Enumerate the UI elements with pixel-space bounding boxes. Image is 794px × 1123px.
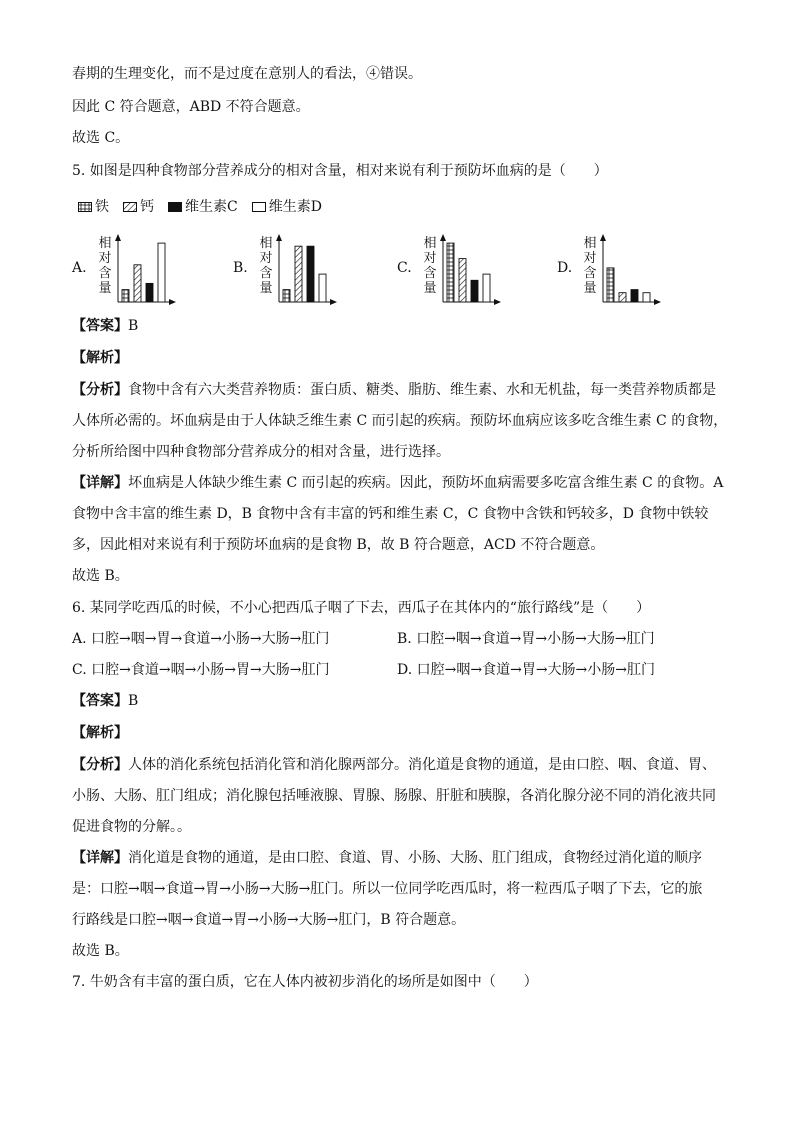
legend-label: 维生素C xyxy=(185,199,238,215)
chart-ylabel-char: 含 xyxy=(98,266,112,281)
chart-ylabel-char: 量 xyxy=(583,281,597,296)
legend-item-vitc xyxy=(168,197,238,217)
detail-text: 多，因此相对来说有利于预防坏血病的是食物 B，故 B 符合题意，ACD 不符合题意。 xyxy=(72,537,605,553)
chart-ylabel-char: 含 xyxy=(259,266,273,281)
analysis-tag: 【分析】 xyxy=(72,382,128,398)
question-5: 5. 如图是四种食物部分营养成分的相对含量，相对来说有利于预防坏血病的是（ ） xyxy=(72,163,608,179)
analysis-text: 小肠、大肠、肛门组成；消化腺包括唾液腺、胃腺、肠腺、肝脏和胰腺，各消化腺分泌不同的消化液共同 xyxy=(72,788,716,804)
option-a: A. 口腔→咽→胃→食道→小肠→大肠→肛门 xyxy=(72,631,330,647)
chart-ylabel-char: 相 xyxy=(583,236,597,251)
bar-钙 xyxy=(295,246,302,302)
chart-option-letter: D. xyxy=(557,260,573,276)
legend-item-calcium xyxy=(123,197,154,217)
legend-swatch-calcium xyxy=(123,202,137,212)
bar-维生素C xyxy=(307,246,314,302)
legend-item-iron xyxy=(78,197,109,217)
answer-value: B xyxy=(128,693,139,709)
question-7: 7. 牛奶含有丰富的蛋白质，它在人体内被初步消化的场所是如图中（ ） xyxy=(72,974,538,990)
chart-ylabel-char: 量 xyxy=(259,281,273,296)
bar-铁 xyxy=(607,268,614,302)
y-axis-arrow xyxy=(440,234,446,241)
option-d: D. 口腔→咽→食道→胃→大肠→小肠→肛门 xyxy=(397,662,656,678)
bar-维生素D xyxy=(643,293,650,302)
analysis-tag: 【分析】 xyxy=(72,757,128,773)
chart-ylabel-char: 量 xyxy=(423,281,437,296)
chart-ylabel-char: 相 xyxy=(259,236,273,251)
bar-钙 xyxy=(134,265,141,302)
x-axis-arrow xyxy=(330,299,337,305)
chart-ylabel-char: 对 xyxy=(583,251,597,266)
detail-text: 是：口腔→咽→食道→胃→小肠→大肠→肛门。所以一位同学吃西瓜时，将一粒西瓜子咽了下去，它的旅 xyxy=(72,881,703,897)
legend-swatch-iron xyxy=(78,202,92,212)
option-c: C. 口腔→食道→咽→小肠→胃→大肠→肛门 xyxy=(72,662,330,678)
analysis-text: 促进食物的分解。。 xyxy=(72,819,191,835)
analysis-text: 分析所给图中四种食物部分营养成分的相对含量，进行选择。 xyxy=(72,444,450,460)
text-line: 春期的生理变化，而不是过度在意别人的看法，④错误。 xyxy=(72,66,422,82)
answer-tag: 【答案】 xyxy=(72,318,128,334)
bar-钙 xyxy=(619,293,626,302)
x-axis-arrow xyxy=(494,299,501,305)
bar-维生素D xyxy=(483,274,490,302)
chart-ylabel-char: 相 xyxy=(423,236,437,251)
bar-铁 xyxy=(122,290,129,302)
analysis-text: 食物中含有六大类营养物质：蛋白质、糖类、脂肪、维生素、水和无机盐，每一类营养物质都是 xyxy=(128,382,716,398)
bar-维生素D xyxy=(319,274,326,302)
x-axis-arrow xyxy=(654,299,661,305)
bar-维生素C xyxy=(471,280,478,302)
x-axis-arrow xyxy=(169,299,176,305)
chart-ylabel-char: 对 xyxy=(259,251,273,266)
legend-swatch-vitc xyxy=(168,202,182,212)
analysis-heading: 【解析】 xyxy=(72,350,128,366)
text-line: 故选 C。 xyxy=(72,130,130,146)
detail-text: 食物中含丰富的维生素 D，B 食物中含有丰富的钙和维生素 C，C 食物中含铁和钙较多，D 食物中铁较 xyxy=(72,506,709,522)
bar-chart-a xyxy=(114,232,178,308)
legend-item-vitd xyxy=(252,197,322,217)
bar-chart-b xyxy=(275,232,339,308)
bar-chart-d xyxy=(599,232,663,308)
bar-维生素C xyxy=(631,290,638,302)
y-axis-arrow xyxy=(600,234,606,241)
legend-swatch-vitd xyxy=(252,202,266,212)
bar-铁 xyxy=(447,243,454,302)
detail-text: 消化道是食物的通道，是由口腔、食道、胃、小肠、大肠、肛门组成，食物经过消化道的顺序 xyxy=(128,850,702,866)
chart-ylabel-char: 对 xyxy=(423,251,437,266)
bar-钙 xyxy=(459,259,466,302)
chart-ylabel-char: 对 xyxy=(98,251,112,266)
y-axis-arrow xyxy=(115,234,121,241)
bar-维生素D xyxy=(158,243,165,302)
chart-ylabel-char: 含 xyxy=(423,266,437,281)
chart-ylabel-char: 量 xyxy=(98,281,112,296)
detail-tag: 【详解】 xyxy=(72,475,128,491)
chart-ylabel-char: 含 xyxy=(583,266,597,281)
chart-option-letter: A. xyxy=(72,260,87,276)
chart-option-letter: C. xyxy=(397,260,412,276)
text-line: 因此 C 符合题意，ABD 不符合题意。 xyxy=(72,99,310,115)
legend-label: 铁 xyxy=(95,199,109,215)
option-b: B. 口腔→咽→食道→胃→小肠→大肠→肛门 xyxy=(397,631,655,647)
detail-text: 行路线是口腔→咽→食道→胃→小肠→大肠→肛门，B 符合题意。 xyxy=(72,912,466,928)
chart-legend xyxy=(78,197,336,217)
choose-text: 故选 B。 xyxy=(72,943,129,959)
y-axis-arrow xyxy=(276,234,282,241)
choose-text: 故选 B。 xyxy=(72,568,129,584)
bar-铁 xyxy=(283,290,290,302)
answer-value: B xyxy=(128,318,139,334)
detail-text: 坏血病是人体缺少维生素 C 而引起的疾病。因此，预防坏血病需要多吃富含维生素 C 的食物。A xyxy=(128,475,724,491)
chart-ylabel-char: 相 xyxy=(98,236,112,251)
bar-维生素C xyxy=(146,283,153,302)
analysis-text: 人体所必需的。坏血病是由于人体缺乏维生素 C 而引起的疾病。预防坏血病应该多吃含维生素 C 的食物， xyxy=(72,413,728,429)
answer-tag: 【答案】 xyxy=(72,693,128,709)
legend-label: 维生素D xyxy=(268,199,322,215)
analysis-text: 人体的消化系统包括消化管和消化腺两部分。消化道是食物的通道，是由口腔、咽、食道、胃、 xyxy=(128,757,716,773)
detail-tag: 【详解】 xyxy=(72,850,128,866)
legend-label: 钙 xyxy=(140,199,154,215)
bar-chart-c xyxy=(439,232,503,308)
analysis-heading: 【解析】 xyxy=(72,725,128,741)
question-6: 6. 某同学吃西瓜的时候，不小心把西瓜子咽了下去，西瓜子在其体内的“旅行路线”是（ ） xyxy=(72,600,651,616)
chart-option-letter: B. xyxy=(233,260,248,276)
